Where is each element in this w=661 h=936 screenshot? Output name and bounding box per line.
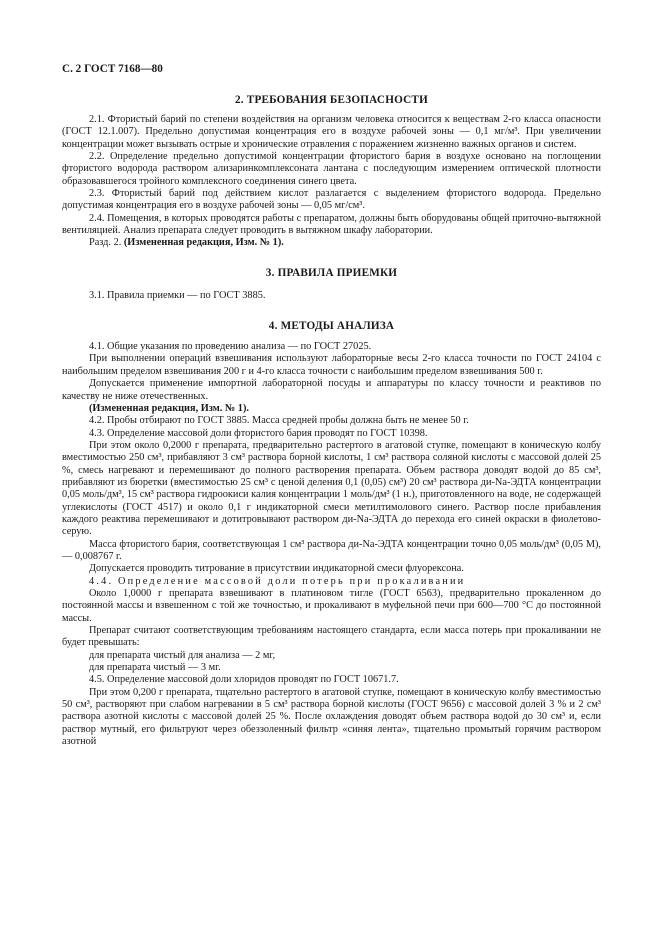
paragraph-4-5-procedure: При этом 0,200 г препарата, тщательно растертого в агатовой ступке, помещают в коническую колбу вместимостью 50 см³, растворяют при слабом нагревании в 5 см³ раствора борной кислоты (ГОСТ 9656) с массовой долей 3 % и 2 см³ раствора азотной кислоты с массовой долей 25 %. После охлаждения доводят объем раствора водой до 30 см³ и, если раствор мутный, его фильтруют через обеззоленный фильтр «синяя лента», тщательно промытый горячим раствором азотной — [62, 686, 601, 748]
paragraph-4-1-imported: Допускается применение импортной лабораторной посуды и аппаратуры по классу точности и реактивов по качеству не ниже отечественных. — [62, 378, 601, 402]
section-2-title: 2. ТРЕБОВАНИЯ БЕЗОПАСНОСТИ — [235, 94, 428, 106]
paragraph-4-4-criteria: Препарат считают соответствующим требованиям настоящего стандарта, если масса потерь при прокаливании не будет превышать: — [62, 625, 601, 649]
amendment-note: (Измененная редакция, Изм. № 1). — [123, 237, 284, 249]
paragraph-4-5: 4.5. Определение массовой доли хлоридов проводят по ГОСТ 10671.7. — [89, 674, 399, 686]
paragraph-2-4: 2.4. Помещения, в которых проводятся работы с препаратом, должны быть оборудованы общей приточно-вытяжной вентиляцией. Анализ препарата следует проводить в вытяжном шкафу лаборатории. — [62, 212, 601, 237]
amendment-note: (Измененная редакция, Изм. № 1). — [89, 402, 249, 414]
paragraph-4-1-scales: При выполнении операций взвешивания используют лабораторные весы 2-го класса точности по ГОСТ 24104 с наибольшим пределом взвешивания 200 г и 4-го класса точности с наибольшим пределом взвешивания 500 г. — [62, 353, 601, 377]
page-header: С. 2 ГОСТ 7168—80 — [62, 63, 163, 75]
paragraph-4-4-procedure: Около 1,0000 г препарата взвешивают в платиновом тигле (ГОСТ 6563), предварительно прокаленном до постоянной массы и взвешенном с той же точностью, и прокаливают в муфельной печи при 600—700 °С до постоянной массы. — [62, 588, 601, 624]
paragraph-2-3: 2.3. Фтористый барий под действием кислот разлагается с выделением фтористого водорода. Предельно допустимая концентрация его в воздухе рабочей зоны — 0,05 мг/см³. — [62, 188, 601, 212]
paragraph-4-2: 4.2. Пробы отбирают по ГОСТ 3885. Масса средней пробы должна быть не менее 50 г. — [89, 415, 469, 427]
section-3-title: 3. ПРАВИЛА ПРИЕМКИ — [265, 266, 398, 279]
amendment-prefix: Разд. 2. — [89, 237, 124, 249]
paragraph-4-3: 4.3. Определение массовой доли фтористого бария проводят по ГОСТ 10398. — [89, 427, 428, 439]
paragraph-4-4-limit-1: для препарата чистый для анализа — 2 мг, — [89, 649, 276, 661]
paragraph-3-1: 3.1. Правила приемки — по ГОСТ 3885. — [89, 289, 266, 301]
paragraph-2-2: 2.2. Определение предельно допустимой концентрации фтористого бария в воздухе основано на поглощении фтористого водорода раствором ализаринкомплексоната лантана с последующим измерением оптической плотности образовавшегося тройного комплексного соединения синего цвета. — [62, 151, 601, 187]
paragraph-2-amendment — [62, 237, 601, 249]
paragraph-4-1: 4.1. Общие указания по проведению анализа — по ГОСТ 27025. — [89, 341, 372, 353]
section-4-title: 4. МЕТОДЫ АНАЛИЗА — [268, 320, 395, 333]
paragraph-4-4-limit-2: для препарата чистый — 3 мг. — [89, 662, 221, 674]
paragraph-4-1-amendment — [62, 403, 601, 415]
paragraph-4-3-allowed: Допускается проводить титрование в присутствии индикаторной смеси флуорексона. — [89, 563, 464, 575]
paragraph-2-1: 2.1. Фтористый барий по степени воздействия на организм человека относится к веществам 2-го класса опасности (ГОСТ 12.1.007). Предельно допустимая концентрация его в воздухе рабочей зоны — 0,1 мг/м³. При увеличении концентрации может вызывать острые и хронические отравления с поражением жизненно важных органов и систем. — [62, 114, 601, 150]
paragraph-4-3-procedure: При этом около 0,2000 г препарата, предварительно растертого в агатовой ступке, помещают в коническую колбу вместимостью 250 см³, прибавляют 3 см³ раствора борной кислоты, 1 см³ раствора соляной кислоты с массовой долей 25 %, смесь нагревают и перемешивают до полного растворения препарата. Объем раствора доводят водой до 85 см³, прибавляют из бюретки (вместимостью 25 см³ с ценой деления 0,1 (0,05) см³) 20 см³ раствора ди-Na-ЭДТА концентрации 0,05 моль/дм³, 15 см³ раствора гидроокиси калия концентрации 1 моль/дм³ (1 н.), приготовленного на воде, не содержащей углекислоты (ГОСТ 4517) и около 0,1 г индикаторной смеси метилтимолового синего. Раствор после прибавления каждого реактива перемешивают и дотитровывают раствором ди-Na-ЭДТА до перехода его синей окраски в фиолетово-серую. — [62, 439, 601, 538]
paragraph-4-4-heading: 4.4. Определение массовой доли потерь при прокаливании — [89, 575, 466, 587]
paragraph-4-3-mass: Масса фтористого бария, соответствующая 1 см³ раствора ди-Na-ЭДТА концентрации точно 0,05 моль/дм³ (0,05 М), — 0,008767 г. — [62, 538, 601, 562]
